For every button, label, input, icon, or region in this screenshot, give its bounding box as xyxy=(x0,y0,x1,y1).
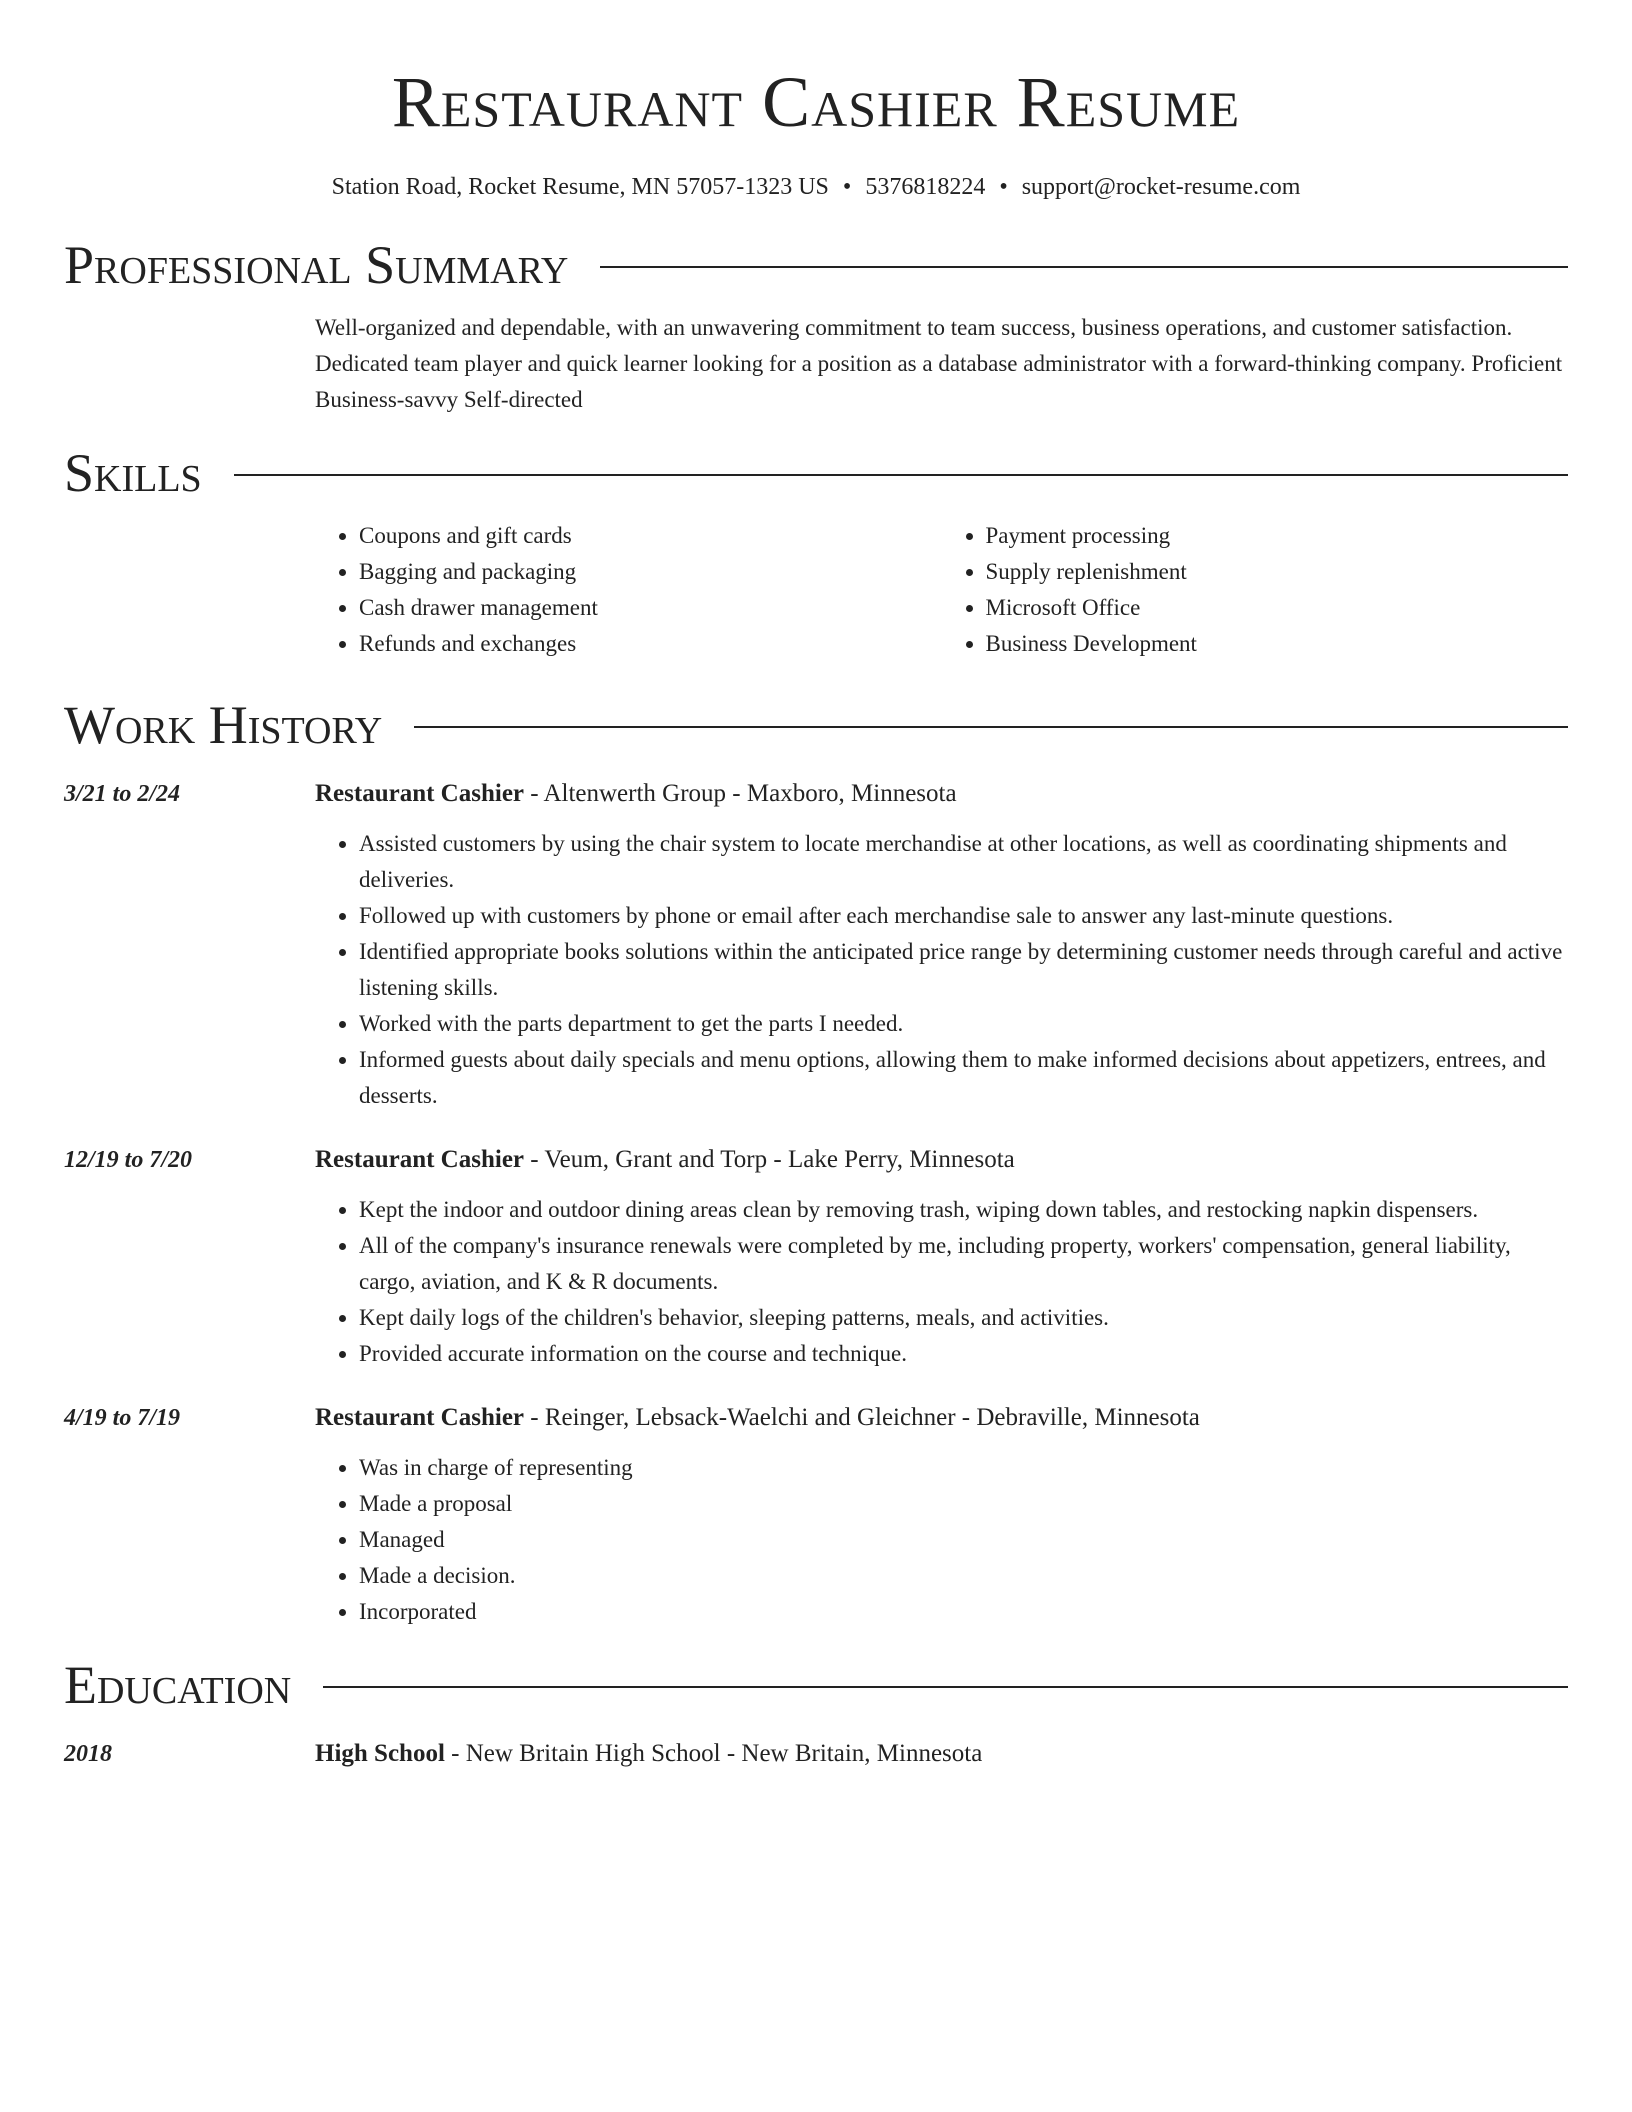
education-date: 2018 xyxy=(64,1741,112,1767)
job-title-line xyxy=(315,1142,1568,1178)
job-entry xyxy=(64,776,1568,1114)
job-bullet: • Identified appropriate books solutions within the anticipated price range by determining customer needs through careful and active listening skills. xyxy=(359,934,1568,1006)
skills-grid xyxy=(315,518,1568,662)
job-bullet: • Kept daily logs of the children's behavior, sleeping patterns, meals, and activities. xyxy=(359,1300,1568,1336)
phone-number: 5376818224 xyxy=(865,174,986,200)
education-body xyxy=(315,1736,1568,1772)
job-bullet: • Managed xyxy=(359,1522,1568,1558)
section-divider xyxy=(234,474,1568,476)
summary-content xyxy=(315,310,1568,418)
job-role: Restaurant Cashier xyxy=(315,780,525,807)
job-body xyxy=(315,1400,1568,1630)
job-dates: 12/19 to 7/20 xyxy=(64,1147,193,1173)
job-body xyxy=(315,1142,1568,1372)
section-divider xyxy=(323,1686,1568,1688)
job-role: Restaurant Cashier xyxy=(315,1146,525,1173)
job-entry xyxy=(64,1142,1568,1372)
job-dates: 3/21 to 2/24 xyxy=(64,781,181,807)
address: Station Road, Rocket Resume, MN 57057-1323 US xyxy=(331,174,829,200)
skills-content xyxy=(315,518,1568,662)
job-employer: - Reinger, Lebsack-Waelchi and Gleichner - Debraville, Minnesota xyxy=(524,1404,1200,1431)
resume-title: Restaurant Cashier Resume xyxy=(391,62,1241,142)
skill-item: • Cash drawer management xyxy=(359,590,942,626)
job-dates: 4/19 to 7/19 xyxy=(64,1405,181,1431)
job-bullet: • Made a proposal xyxy=(359,1486,1568,1522)
skill-item: • Microsoft Office xyxy=(986,590,1569,626)
education-line xyxy=(315,1736,1568,1772)
job-bullet: • Informed guests about daily specials and menu options, allowing them to make informed decisions about appetizers, entrees, and desserts. xyxy=(359,1042,1568,1114)
job-bullets xyxy=(315,1450,1568,1630)
job-bullet: • Assisted customers by using the chair system to locate merchandise at other locations, as well as coordinating shipments and deliveries. xyxy=(359,826,1568,898)
work-section-header xyxy=(64,692,1568,758)
job-bullet: • Was in charge of representing xyxy=(359,1450,1568,1486)
job-bullet: • Provided accurate information on the course and technique. xyxy=(359,1336,1568,1372)
summary-text: Well-organized and dependable, with an unwavering commitment to team success, business operations, and customer satisfaction. Dedicated team player and quick learner looking for a position as a database administrator with a forward-thinking company. Proficient Business-savvy Self-directed xyxy=(315,315,1563,412)
summary-heading: Professional Summary xyxy=(64,235,569,295)
contact-line xyxy=(64,172,1568,202)
job-bullets xyxy=(315,1192,1568,1372)
contact-separator: • xyxy=(999,174,1008,200)
skills-list-left xyxy=(315,518,942,662)
skill-item: • Coupons and gift cards xyxy=(359,518,942,554)
job-bullet: • Kept the indoor and outdoor dining areas clean by removing trash, wiping down tables, and restocking napkin dispensers. xyxy=(359,1192,1568,1228)
job-employer: - Altenwerth Group - Maxboro, Minnesota xyxy=(524,780,957,807)
job-bullets xyxy=(315,826,1568,1114)
skill-item: • Payment processing xyxy=(986,518,1569,554)
section-divider xyxy=(414,726,1568,728)
education-heading: Education xyxy=(64,1655,292,1715)
work-heading: Work History xyxy=(64,695,383,755)
skill-item: • Supply replenishment xyxy=(986,554,1569,590)
job-title-line xyxy=(315,1400,1568,1436)
education-section-header xyxy=(64,1652,1568,1718)
job-title-line xyxy=(315,776,1568,812)
job-bullet: • Made a decision. xyxy=(359,1558,1568,1594)
section-divider xyxy=(600,266,1568,268)
summary-section-header xyxy=(64,232,1568,298)
skills-heading: Skills xyxy=(64,443,202,503)
skill-item: • Business Development xyxy=(986,626,1569,662)
skill-item: • Refunds and exchanges xyxy=(359,626,942,662)
job-bullet: • Followed up with customers by phone or email after each merchandise sale to answer any last-minute questions. xyxy=(359,898,1568,934)
resume-page xyxy=(64,0,1568,1772)
job-body xyxy=(315,776,1568,1114)
job-bullet: • All of the company's insurance renewals were completed by me, including property, workers' compensation, general liability, cargo, aviation, and K & R documents. xyxy=(359,1228,1568,1300)
contact-separator: • xyxy=(842,174,852,200)
education-entry xyxy=(64,1736,1568,1772)
education-degree: High School xyxy=(315,1740,445,1767)
job-role: Restaurant Cashier xyxy=(315,1404,525,1431)
job-entry xyxy=(64,1400,1568,1630)
email-address: support@rocket-resume.com xyxy=(1021,174,1301,200)
skills-list-right xyxy=(942,518,1569,662)
job-bullet: • Worked with the parts department to get the parts I needed. xyxy=(359,1006,1568,1042)
skills-section-header xyxy=(64,440,1568,506)
job-bullet: • Incorporated xyxy=(359,1594,1568,1630)
skill-item: • Bagging and packaging xyxy=(359,554,942,590)
job-employer: - Veum, Grant and Torp - Lake Perry, Minnesota xyxy=(524,1146,1015,1173)
education-school: - New Britain High School - New Britain, Minnesota xyxy=(444,1740,983,1767)
